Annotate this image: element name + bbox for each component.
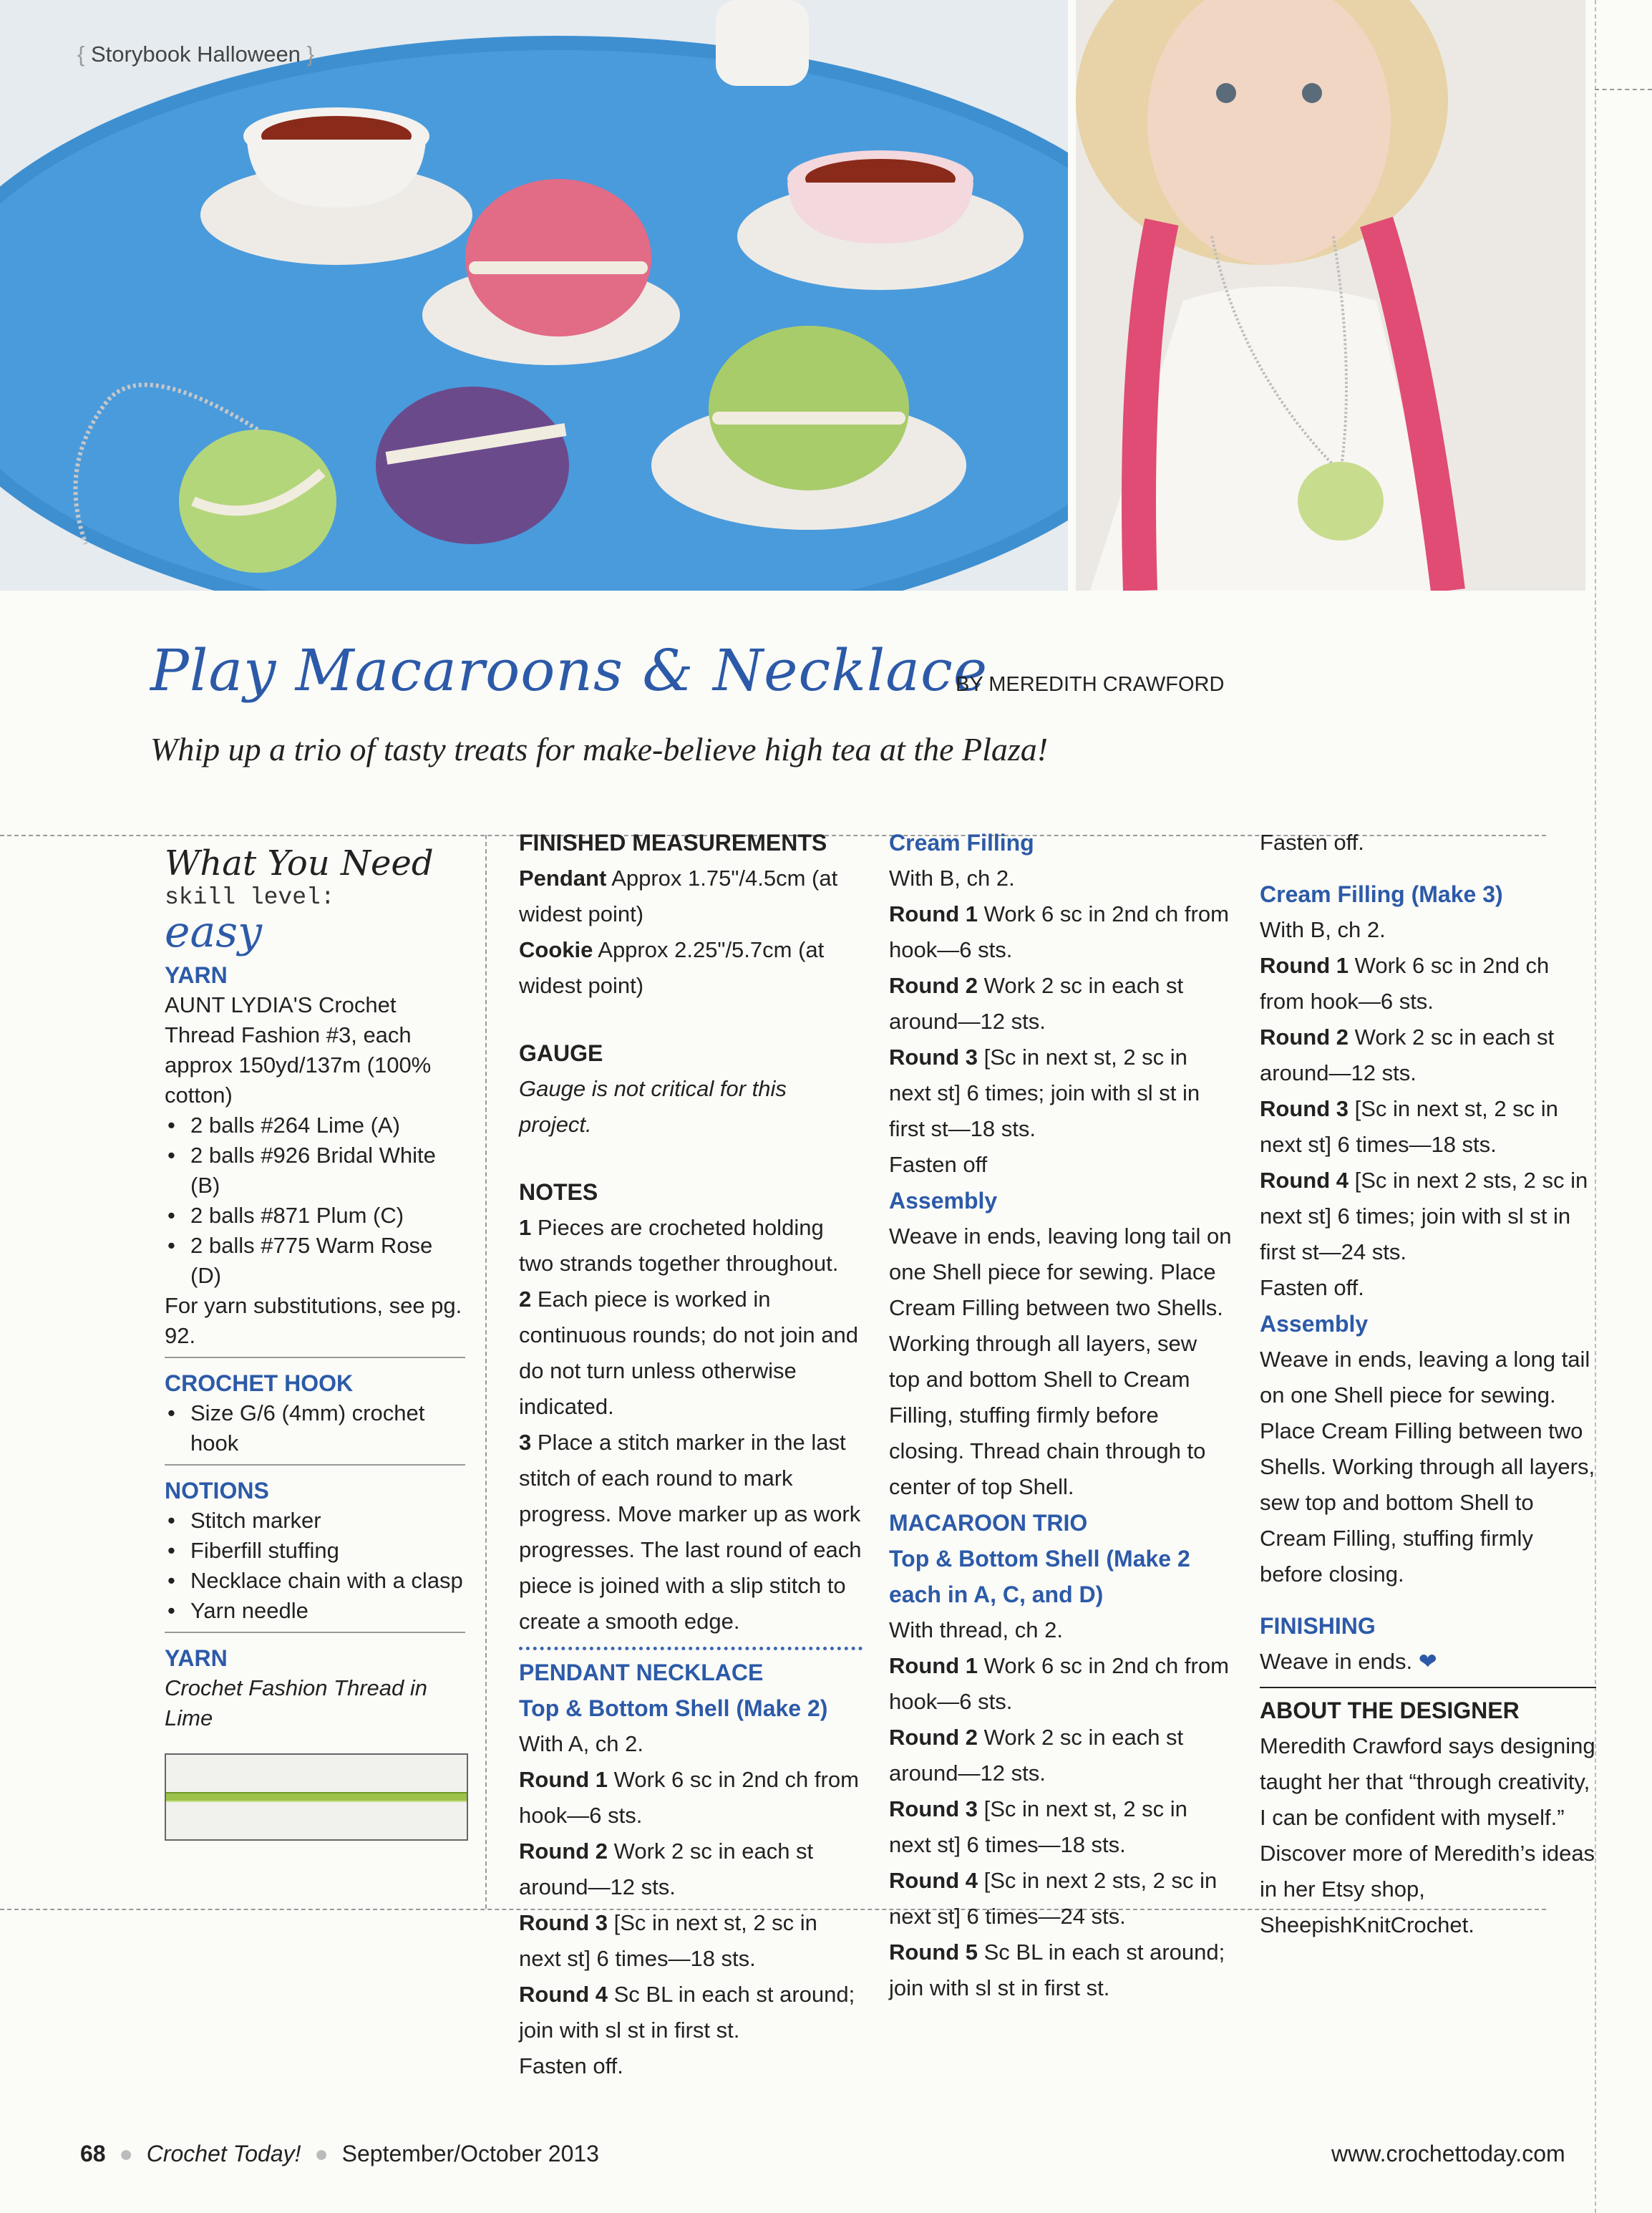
round-item — [889, 896, 1233, 968]
round-label: Round 3 — [1260, 1096, 1349, 1121]
heart-icon: ❤ — [1418, 1649, 1437, 1674]
list-item: • Yarn needle — [183, 1596, 465, 1626]
note-item — [519, 1282, 863, 1425]
pendant-text: Approx 1.75"/4.5cm (at widest point) — [519, 866, 838, 926]
pendant-label: Pendant — [519, 866, 607, 891]
round-label: Round 2 — [1260, 1025, 1349, 1050]
section-name: Storybook Halloween — [90, 42, 301, 67]
round-item — [889, 1791, 1233, 1863]
round-text: Work 6 sc in 2nd ch from hook—6 sts. — [889, 1653, 1229, 1714]
note-number: 3 — [519, 1430, 532, 1455]
bullet-icon: ● — [314, 2141, 329, 2166]
gauge-heading: GAUGE — [519, 1040, 603, 1066]
yarn-substitution-note: For yarn substitutions, see pg. 92. — [165, 1293, 462, 1348]
what-you-need-heading: What You Need — [165, 843, 434, 883]
fasten-off: Fasten off — [889, 1152, 988, 1177]
round-label: Round 4 — [1260, 1168, 1349, 1193]
designer-text: Meredith Crawford says designing taught her that “through creativity, I can be confident with myself.” Discover more of Meredith’s ideas in her Etsy shop, SheepishKnitCrochet. — [1260, 1733, 1595, 1937]
round-label: Round 2 — [889, 973, 978, 998]
round-item — [519, 1834, 863, 1905]
list-item: • Fiberfill stuffing — [183, 1536, 465, 1566]
round-item — [1260, 1020, 1596, 1091]
assembly-text: Weave in ends, leaving a long tail on one Shell piece for sewing. Place Cream Filling between two Shells. Working through all layers, sew top and bottom Shell to Cream Filling, stuffing firmly before closing. — [1260, 1347, 1595, 1587]
notes-heading: NOTES — [519, 1179, 598, 1205]
cookie-label: Cookie — [519, 937, 593, 962]
divider — [1260, 1687, 1596, 1688]
thread-strand — [166, 1792, 467, 1802]
round-item — [519, 1905, 863, 1977]
round-text: Sc BL in each st around; join with sl st in first st. — [519, 1982, 855, 2043]
list-item: • Size G/6 (4mm) crochet hook — [183, 1398, 465, 1458]
round-text: Work 6 sc in 2nd ch from hook—6 sts. — [519, 1767, 859, 1828]
dotted-divider — [519, 1647, 863, 1650]
finishing-body: Weave in ends. — [1260, 1649, 1413, 1674]
yarn-heading: YARN — [165, 962, 228, 988]
round-label: Round 1 — [1260, 953, 1349, 978]
fasten-off: Fasten off. — [519, 2053, 623, 2078]
round-label: Round 4 — [519, 1982, 608, 2007]
round-text: Sc BL in each st around; join with sl st in first st. — [889, 1940, 1225, 2000]
round-item — [519, 1762, 863, 1834]
cream-filling-3-heading: Cream Filling (Make 3) — [1260, 881, 1503, 907]
what-you-need-sidebar — [165, 843, 465, 1841]
divider — [165, 1464, 465, 1466]
issue-date: September/October 2013 — [341, 2141, 599, 2166]
assembly-heading: Assembly — [1260, 1311, 1369, 1337]
cream-filling-heading: Cream Filling — [889, 830, 1034, 856]
round-item — [889, 1720, 1233, 1791]
round-label: Round 1 — [889, 901, 978, 926]
round-item — [519, 1977, 863, 2048]
note-text: Pieces are crocheted holding two strands together throughout. — [519, 1215, 839, 1276]
list-item: • 2 balls #264 Lime (A) — [183, 1110, 465, 1141]
round-text: Work 2 sc in each st around—12 sts. — [1260, 1025, 1555, 1085]
yarn-description: AUNT LYDIA'S Crochet Thread Fashion #3, each approx 150yd/137m (100% cotton) — [165, 992, 432, 1108]
finished-measurements-heading: FINISHED MEASUREMENTS — [519, 830, 827, 856]
hook-list — [165, 1398, 465, 1458]
round-text: [Sc in next st, 2 sc in next st] 6 times—18 sts. — [519, 1910, 817, 1971]
about-designer-heading: ABOUT THE DESIGNER — [1260, 1698, 1520, 1723]
round-text: Work 2 sc in each st around—12 sts. — [519, 1839, 814, 1899]
round-label: Round 3 — [889, 1796, 978, 1821]
photo-tea-party — [0, 0, 1068, 591]
trio-shell-heading: Top & Bottom Shell (Make 2 each in A, C, and D) — [889, 1546, 1190, 1607]
macaroon-trio-heading: MACAROON TRIO — [889, 1510, 1088, 1536]
crochet-hook-heading: CROCHET HOOK — [165, 1370, 354, 1396]
round-text: [Sc in next 2 sts, 2 sc in next st] 6 times—24 sts. — [889, 1868, 1218, 1929]
page-number: 68 — [80, 2141, 106, 2166]
article-subtitle: Whip up a trio of tasty treats for make-believe high tea at the Plaza! — [150, 731, 1049, 767]
yarn-list — [165, 1110, 465, 1291]
round-text: [Sc in next st, 2 sc in next st] 6 times—18 sts. — [1260, 1096, 1558, 1157]
round-item — [1260, 1091, 1596, 1163]
gauge-text: Gauge is not critical for this project. — [519, 1076, 787, 1137]
round-label: Round 4 — [889, 1868, 978, 1893]
yarn-swatch-image — [165, 1753, 468, 1841]
footer-left — [80, 2141, 599, 2167]
article-title: Play Macaroons & Necklace — [150, 637, 988, 704]
round-label: Round 3 — [519, 1910, 608, 1935]
divider — [165, 1357, 465, 1358]
divider — [165, 1632, 465, 1633]
column-2 — [889, 825, 1233, 2006]
photo-girl-necklace — [1076, 0, 1585, 591]
notions-list — [165, 1506, 465, 1626]
byline: BY MEREDITH CRAWFORD — [956, 673, 1225, 696]
list-item: • Stitch marker — [183, 1506, 465, 1536]
round-text: Work 2 sc in each st around—12 sts. — [889, 973, 1184, 1034]
round-text: [Sc in next st, 2 sc in next st] 6 times—18 sts. — [889, 1796, 1187, 1857]
cookie-text: Approx 2.25"/5.7cm (at widest point) — [519, 937, 825, 998]
round-text: Work 6 sc in 2nd ch from hook—6 sts. — [1260, 953, 1550, 1014]
swatch-heading: YARN — [165, 1645, 228, 1671]
round-item — [889, 1648, 1233, 1720]
assembly-heading: Assembly — [889, 1188, 998, 1214]
assembly-text: Weave in ends, leaving long tail on one Shell piece for sewing. Place Cream Filling between two Shells. Working through all layers, sew top and bottom Shell to Cream Filling, stuffing firmly before closing. Thread chain through to center of top Shell. — [889, 1224, 1232, 1499]
finishing-text — [1260, 1644, 1596, 1680]
list-item: • 2 balls #871 Plum (C) — [183, 1201, 465, 1231]
round-item — [889, 1863, 1233, 1934]
round-text: [Sc in next st, 2 sc in next st] 6 times; join with sl st in first st—18 sts. — [889, 1045, 1200, 1141]
round-text: [Sc in next 2 sts, 2 sc in next st] 6 times; join with sl st in first st—24 sts. — [1260, 1168, 1588, 1264]
round-item — [1260, 1163, 1596, 1270]
round-text: Work 2 sc in each st around—12 sts. — [889, 1725, 1184, 1786]
shell-heading: Top & Bottom Shell (Make 2) — [519, 1695, 828, 1721]
round-item — [889, 1040, 1233, 1147]
round-item — [1260, 948, 1596, 1020]
list-item: • 2 balls #775 Warm Rose (D) — [183, 1231, 465, 1291]
fasten-off: Fasten off. — [1260, 830, 1364, 855]
note-number: 2 — [519, 1287, 532, 1312]
round-text: Work 6 sc in 2nd ch from hook—6 sts. — [889, 901, 1229, 962]
trim-mark — [1595, 89, 1652, 90]
shell-start: With A, ch 2. — [519, 1731, 644, 1756]
round-item — [889, 1934, 1233, 2006]
note-number: 1 — [519, 1215, 532, 1240]
notions-heading: NOTIONS — [165, 1478, 269, 1503]
trio-start: With thread, ch 2. — [889, 1617, 1063, 1642]
pendant-necklace-heading: PENDANT NECKLACE — [519, 1660, 764, 1685]
round-label: Round 3 — [889, 1045, 978, 1070]
note-text: Place a stitch marker in the last stitch of each round to mark progress. Move marker up as work progresses. The last round of each piece is joined with a slip stitch to create a smooth edge. — [519, 1430, 862, 1634]
skill-level-value: easy — [165, 907, 262, 957]
round-label: Round 2 — [519, 1839, 608, 1864]
round-label: Round 1 — [889, 1653, 978, 1678]
fasten-off: Fasten off. — [1260, 1275, 1364, 1300]
bullet-icon: ● — [119, 2141, 133, 2166]
finishing-heading: FINISHING — [1260, 1613, 1376, 1639]
list-item: • 2 balls #926 Bridal White (B) — [183, 1141, 465, 1201]
pendant-measurement — [519, 861, 863, 932]
skill-level-label: skill level: — [165, 884, 335, 911]
bracket-left: { — [77, 42, 85, 67]
note-item — [519, 1210, 863, 1282]
footer-url: www.crochettoday.com — [1331, 2141, 1565, 2166]
note-text: Each piece is worked in continuous rounds; do not join and do not turn unless otherwise indicated. — [519, 1287, 858, 1419]
sidebar-divider — [485, 835, 487, 1909]
round-item — [889, 968, 1233, 1040]
cream3-start: With B, ch 2. — [1260, 917, 1386, 942]
round-label: Round 5 — [889, 1940, 978, 1965]
list-item: • Necklace chain with a clasp — [183, 1566, 465, 1596]
bracket-right: } — [306, 42, 314, 67]
swatch-caption: Crochet Fashion Thread in Lime — [165, 1675, 428, 1730]
column-1 — [519, 825, 863, 2084]
magazine-name: Crochet Today! — [146, 2141, 301, 2166]
cream-start: With B, ch 2. — [889, 866, 1015, 891]
section-tag — [77, 42, 314, 67]
column-3 — [1260, 825, 1596, 1943]
note-item — [519, 1425, 863, 1640]
round-label: Round 1 — [519, 1767, 608, 1792]
round-label: Round 2 — [889, 1725, 978, 1750]
cookie-measurement — [519, 932, 863, 1004]
